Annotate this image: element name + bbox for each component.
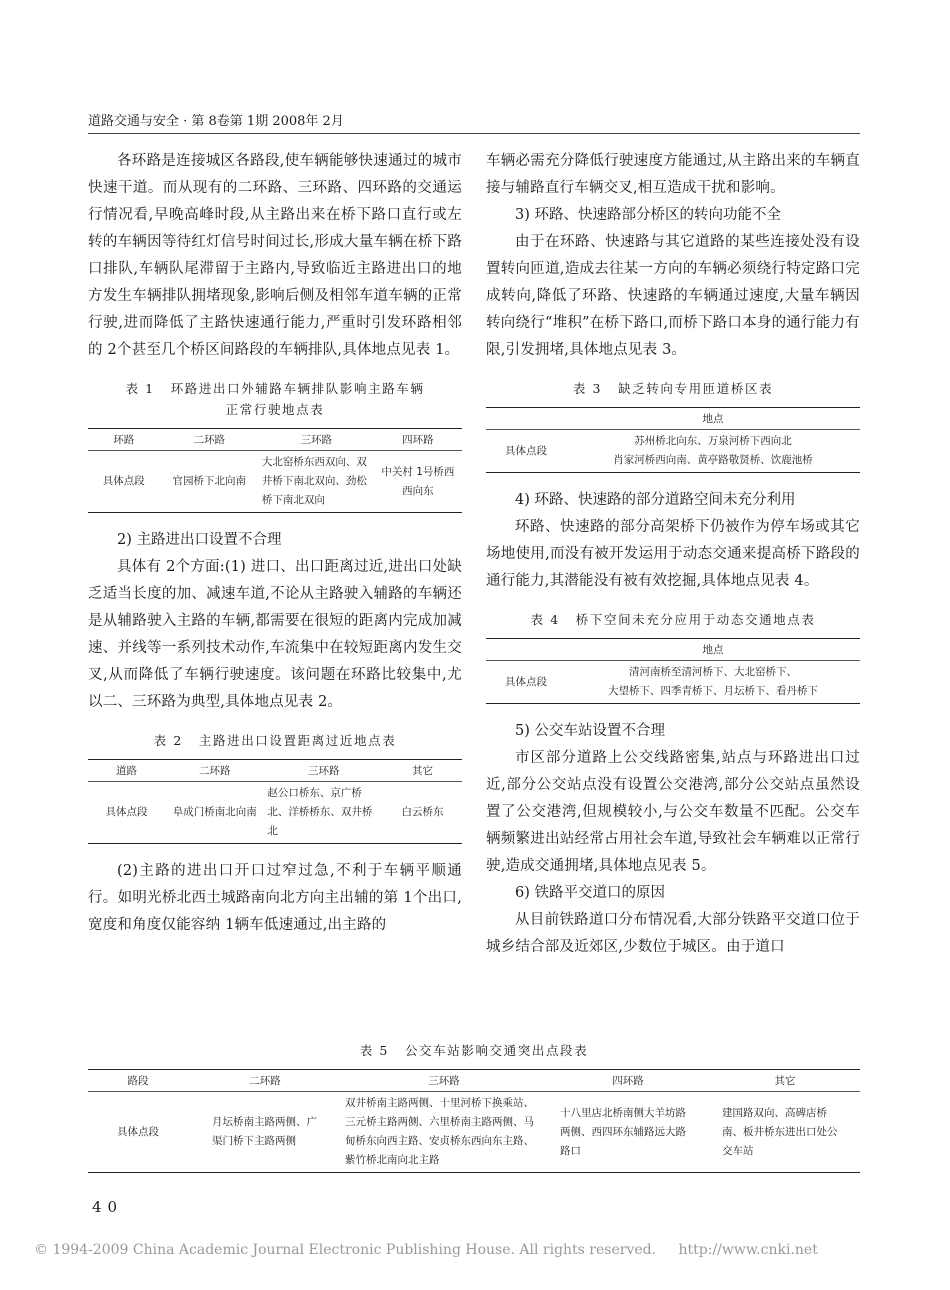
footer-link[interactable]: http://www.cnki.net — [678, 1242, 818, 1258]
table-cell — [566, 430, 860, 473]
table-cell: 官园桥下北向南 — [172, 475, 246, 487]
table-4-caption — [486, 609, 860, 630]
column-header: 环路 — [88, 429, 160, 451]
paragraph: 由于在环路、快速路与其它道路的某些连接处没有设置转向匝道,造成去往某一方向的车辆必须绕行特定路口完成转向,降低了环路、快速路的车辆通过速度,大量车辆因转向绕行“堆积”在桥下路口,而桥下路口本身的通行能力有限,引发拥堵,具体地点见表 3。 — [486, 234, 860, 358]
paragraph: 车辆必需充分降低行驶速度方能通过,从主路出来的车辆直接与辅路直行车辆交叉,相互造成干扰和影响。 — [486, 153, 860, 196]
copyright-footer — [34, 1242, 818, 1258]
running-header: 道路交通与安全 · 第 8卷第 1期 2008年 2月 — [88, 110, 860, 134]
page-number: 40 — [92, 1198, 124, 1216]
row-label: 具体点段 — [102, 475, 145, 487]
table-5 — [88, 1069, 860, 1173]
section-heading: 6) 铁路平交道口的原因 — [515, 885, 665, 901]
table-number: 表 1 — [125, 381, 155, 396]
table-1-caption — [88, 378, 462, 420]
column-header: 二环路 — [188, 1070, 342, 1092]
copyright-text: © 1994-2009 China Academic Journal Electronic Publishing House. All rights reserved. — [34, 1242, 657, 1258]
column-header: 路段 — [88, 1070, 188, 1092]
table-cell: 月坛桥南主路两侧、广渠门桥下主路两侧 — [212, 1116, 317, 1147]
column-header: 三环路 — [342, 1070, 546, 1092]
column-header: 地点 — [566, 639, 860, 661]
left-column — [88, 148, 462, 939]
paragraph: 环路、快速路的部分高架桥下仍被作为停车场或其它场地使用,而没有被开发运用于动态交通来提高桥下路段的通行能力,其潜能没有被有效挖掘,具体地点见表 4。 — [486, 519, 860, 589]
paragraph: 市区部分道路上公交线路密集,站点与环路进出口过近,部分公交站点没有设置公交港湾,部分公交站点虽然设置了公交港湾,但规模较小,与公交车数量不匹配。公交车辆频繁进出站经常占用社会车道,导致社会车辆难以正常行驶,造成交通拥堵,具体地点见表 5。 — [486, 750, 860, 874]
paragraph: (2)主路的进出口开口过窄过急,不利于车辆平顺通行。如明光桥北西土城路南向北方向主出辅的第 1个出口,宽度和角度仅能容纳 1辆车低速通过,出主路的 — [88, 863, 462, 933]
cell-line: 清河南桥至清河桥下、大北窑桥下、 — [629, 666, 797, 678]
table-5-block — [88, 1040, 860, 1173]
table-title: 缺乏转向专用匝道桥区表 — [618, 381, 774, 396]
cell-line: 肖家河桥西向南、黄亭路敬贤桥、饮鹿池桥 — [613, 454, 813, 466]
cell-line: 大望桥下、四季青桥下、月坛桥下、看丹桥下 — [608, 685, 818, 697]
table-2-caption — [88, 730, 462, 751]
table-title: 环路进出口外辅路车辆排队影响主路车辆 — [170, 381, 425, 396]
table-title: 公交车站影响交通突出点段表 — [404, 1043, 589, 1058]
row-label: 具体点段 — [105, 806, 148, 818]
table-1 — [88, 428, 462, 513]
table-cell: 双井桥南主路两侧、十里河桥下换乘站、三元桥主路两侧、六里桥南主路两侧、马甸桥东向西主路、安贞桥东西向东主路、紫竹桥北南向北主路 — [345, 1097, 534, 1166]
table-cell: 十八里店北桥南侧大羊坊路两侧、西四环东辅路远大路路口 — [560, 1106, 686, 1157]
table-3 — [486, 407, 860, 473]
section-heading: 5) 公交车站设置不合理 — [515, 723, 665, 739]
table-cell: 中关村 1号桥西西向东 — [381, 465, 455, 497]
section-heading: 2) 主路进出口设置不合理 — [117, 532, 282, 548]
column-header: 四环路 — [374, 429, 462, 451]
column-header: 三环路 — [264, 760, 383, 782]
paragraph: 各环路是连接城区各路段,使车辆能够快速通过的城市快速干道。而从现有的二环路、三环路、四环路的交通运行情况看,早晚高峰时段,从主路出来在桥下路口直行或左转的车辆因等待红灯信号时间过长,形成大量车辆在桥下路口排队,车辆队尾滞留于主路内,导致临近主路进出口的地方发生车辆排队拥堵现象,影响后侧及相邻车道车辆的正常行驶,进而降低了主路快速通行能力,严重时引发环路相邻的 2个甚至几个桥区间路段的车辆排队,具体地点见表 1。 — [88, 153, 462, 358]
paragraph: 具体有 2个方面:(1) 进口、出口距离过近,进出口处缺乏适当长度的加、减速车道,不论从主路驶入辅路的车辆还是从辅路驶入主路的车辆,都需要在很短的距离内完成加减速、并线等一系列技术动作,车流集中在较短距离内发生交叉,从而降低了车辆行驶速度。该问题在环路比较集中,尤以二、三环路为典型,具体地点见表 2。 — [88, 559, 462, 710]
table-cell: 大北窑桥东西双向、双井桥下南北双向、劲松桥下南北双向 — [261, 456, 367, 506]
column-header: 二环路 — [160, 429, 259, 451]
table-4 — [486, 638, 860, 704]
column-header: 四环路 — [546, 1070, 710, 1092]
table-row — [88, 782, 462, 844]
table-number: 表 2 — [153, 733, 183, 748]
table-2 — [88, 759, 462, 844]
table-cell: 建国路双向、高碑店桥南、板井桥东进出口处公交车站 — [722, 1106, 838, 1157]
right-column — [486, 148, 860, 961]
table-title: 桥下空间未充分应用于动态交通地点表 — [575, 612, 816, 627]
column-header: 二环路 — [165, 760, 264, 782]
column-header: 道路 — [88, 760, 165, 782]
table-5-caption — [88, 1040, 860, 1061]
cell-line: 苏州桥北向东、万泉河桥下西向北 — [634, 435, 792, 447]
column-header: 其它 — [710, 1070, 860, 1092]
column-header: 地点 — [566, 408, 860, 430]
row-label: 具体点段 — [117, 1125, 159, 1138]
table-row — [486, 430, 860, 473]
table-title-cont: 正常行驶地点表 — [225, 402, 325, 417]
section-heading: 3) 环路、快速路部分桥区的转向功能不全 — [515, 207, 781, 223]
table-3-caption — [486, 378, 860, 399]
row-label: 具体点段 — [505, 675, 547, 688]
row-label: 具体点段 — [505, 444, 547, 457]
table-title: 主路进出口设置距离过近地点表 — [198, 733, 397, 748]
table-cell: 白云桥东 — [401, 806, 444, 818]
table-cell: 阜成门桥南北向南 — [172, 806, 257, 818]
table-number: 表 3 — [572, 381, 603, 396]
column-header: 三环路 — [259, 429, 374, 451]
table-row — [486, 661, 860, 704]
table-row — [88, 1092, 860, 1173]
table-number: 表 5 — [359, 1043, 389, 1058]
table-number: 表 4 — [530, 612, 560, 627]
column-header: 其它 — [383, 760, 462, 782]
table-cell: 赵公口桥东、京广桥北、洋桥桥东、双井桥北 — [267, 787, 373, 837]
table-cell — [566, 661, 860, 704]
paragraph: 从目前铁路道口分布情况看,大部分铁路平交道口位于城乡结合部及近郊区,少数位于城区。由于道口 — [486, 912, 860, 955]
section-heading: 4) 环路、快速路的部分道路空间未充分利用 — [515, 492, 796, 508]
table-row — [88, 451, 462, 513]
